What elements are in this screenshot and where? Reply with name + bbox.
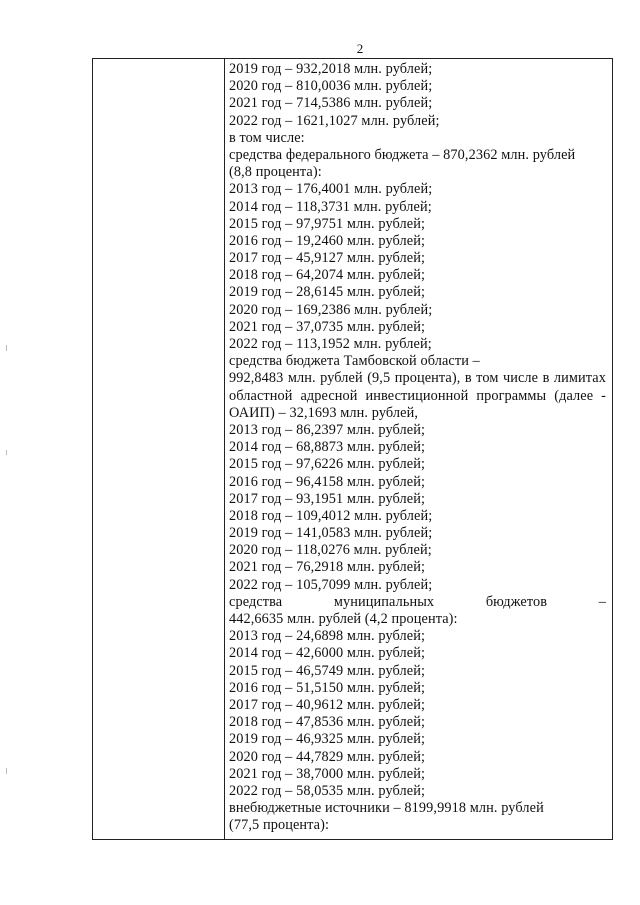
text-line: 2019 год – 932,2018 млн. рублей; xyxy=(229,61,433,77)
page-number: 2 xyxy=(356,41,364,56)
text-line: 2020 год – 169,2386 млн. рублей; xyxy=(229,301,433,318)
text-line: 2013 год – 176,4001 млн. рублей; xyxy=(229,181,433,198)
scan-artifact xyxy=(6,450,7,455)
column-divider xyxy=(224,59,225,839)
text-line: 2014 год – 68,8873 млн. рублей; xyxy=(229,439,426,456)
text-line: 2014 год – 42,6000 млн. рублей; xyxy=(229,645,426,662)
heading-word: муниципальных xyxy=(333,593,435,610)
text-line: в том числе: xyxy=(229,129,305,146)
text-line: 2019 год – 46,9325 млн. рублей; xyxy=(229,731,426,748)
text-line: 2022 год – 58,0535 млн. рублей; xyxy=(229,782,426,799)
text-line: средства бюджета Тамбовской области – xyxy=(229,353,480,370)
text-line: 2022 год – 113,1952 млн. рублей; xyxy=(229,336,432,352)
text-line: 2013 год – 86,2397 млн. рублей; xyxy=(229,421,426,438)
text-line: 2015 год – 46,5749 млн. рублей; xyxy=(229,662,426,679)
text-line: 2022 год – 105,7099 млн. рублей; xyxy=(229,576,433,593)
text-line: 2020 год – 44,7829 млн. рублей; xyxy=(229,748,426,765)
text-line: 442,6635 млн. рублей (4,2 процента): xyxy=(229,611,458,628)
text-line: 2020 год – 810,0036 млн. рублей; xyxy=(229,78,433,95)
scan-artifact xyxy=(6,768,7,774)
text-line: 2016 год – 96,4158 млн. рублей; xyxy=(229,473,426,490)
text-line: 2022 год – 1621,1027 млн. рублей; xyxy=(229,112,440,129)
text-line: 2017 год – 40,9612 млн. рублей; xyxy=(229,696,426,713)
text-line: средства федерального бюджета – 870,2362 млн. рублей xyxy=(229,146,576,163)
heading-word: средства xyxy=(229,593,283,610)
text-line: 2018 год – 47,8536 млн. рублей; xyxy=(229,714,426,731)
text-line: 2016 год – 51,5150 млн. рублей; xyxy=(229,679,426,696)
municipal-budget-heading xyxy=(229,594,606,611)
heading-word: бюджетов xyxy=(485,593,548,610)
text-line: 2018 год – 64,2074 млн. рублей; xyxy=(229,267,426,284)
text-line: внебюджетные источники – 8199,9918 млн. рублей xyxy=(229,800,544,817)
text-line: 2019 год – 28,6145 млн. рублей; xyxy=(229,284,426,301)
regional-budget-paragraph: 992,8483 млн. рублей (9,5 процента), в том числе в лимитах областной адресной инвестиционной программы (далее - ОАИП) – 32,1693 млн. рублей, xyxy=(229,370,606,421)
text-line: 2021 год – 37,0735 млн. рублей; xyxy=(229,318,426,335)
text-line: 2016 год – 19,2460 млн. рублей; xyxy=(229,232,426,249)
document-table xyxy=(92,58,613,840)
text-line: 2021 год – 76,2918 млн. рублей; xyxy=(229,559,426,576)
funding-cell xyxy=(229,61,606,834)
text-line: 2013 год – 24,6898 млн. рублей; xyxy=(229,628,426,645)
text-line: 2021 год – 38,7000 млн. рублей; xyxy=(229,765,426,782)
text-line: 2017 год – 45,9127 млн. рублей; xyxy=(229,250,426,267)
text-line: 2014 год – 118,3731 млн. рублей; xyxy=(229,198,432,215)
text-line: 2019 год – 141,0583 млн. рублей; xyxy=(229,525,433,542)
text-line: 2015 год – 97,6226 млн. рублей; xyxy=(229,456,426,473)
text-line: 2018 год – 109,4012 млн. рублей; xyxy=(229,507,433,524)
text-line: (77,5 процента): xyxy=(229,817,330,834)
text-line: 2017 год – 93,1951 млн. рублей; xyxy=(229,490,426,507)
text-line: 2020 год – 118,0276 млн. рублей; xyxy=(229,542,432,559)
text-line: 2015 год – 97,9751 млн. рублей; xyxy=(229,215,426,232)
scan-artifact xyxy=(6,345,7,351)
text-line: (8,8 процента): xyxy=(229,164,322,181)
text-line: 2021 год – 714,5386 млн. рублей; xyxy=(229,95,433,112)
heading-word: – xyxy=(598,593,606,610)
